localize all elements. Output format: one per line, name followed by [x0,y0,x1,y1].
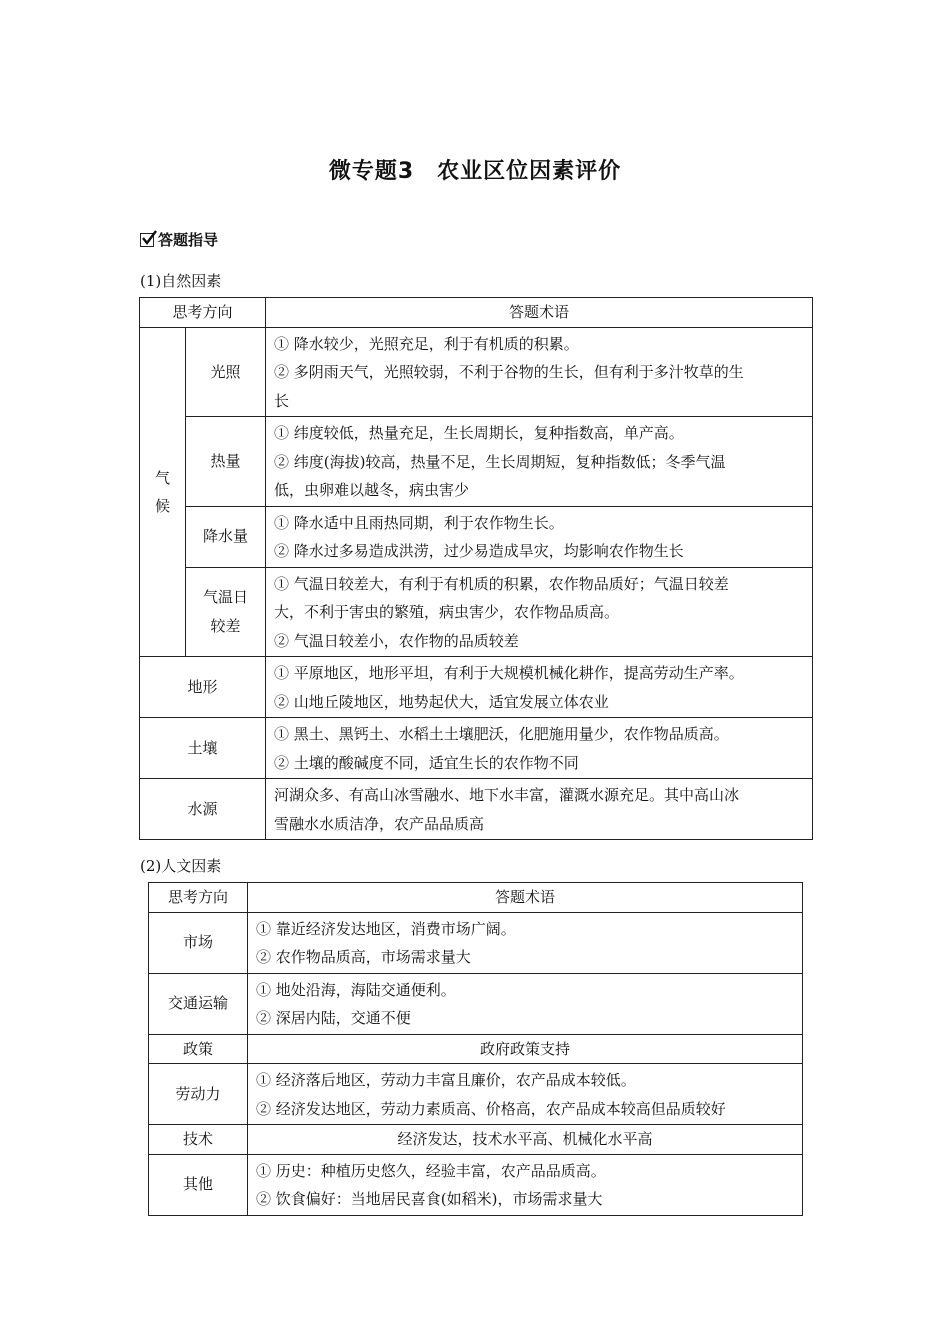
table-row [140,779,813,840]
other-label: 其他 [149,1154,248,1215]
light-terms: ① 降水较少，光照充足，利于有机质的积累。 ② 多阴雨天气，光照较弱，不利于谷物的生长，但有利于多汁牧草的生 长 [266,327,813,417]
table-row [140,506,813,567]
header-direction: 思考方向 [140,298,266,328]
header-terms: 答题术语 [248,883,803,913]
policy-label: 政策 [149,1034,248,1064]
table-row [140,718,813,779]
natural-factors-heading: (1)自然因素 [140,272,222,290]
natural-factors-table [139,297,813,840]
light-label: 光照 [186,327,266,417]
page-title: 微专题3 农业区位因素评价 [328,159,622,184]
answer-guide-label: 答题指导 [158,231,219,249]
header-terms: 答题术语 [266,298,813,328]
table-row [140,567,813,657]
climate-label: 气 候 [140,327,186,657]
human-factors-table [148,882,803,1216]
heat-terms: ① 纬度较低，热量充足，生长周期长，复种指数高，单产高。 ② 纬度(海拔)较高，热量不足，生长周期短，复种指数低；冬季气温 低，虫卵难以越冬，病虫害少 [266,417,813,507]
table-row [149,1064,803,1125]
technology-terms: 经济发达，技术水平高、机械化水平高 [248,1125,803,1155]
rainfall-terms: ① 降水适中且雨热同期，利于农作物生长。 ② 降水过多易造成洪涝，过少易造成旱灾，均影响农作物生长 [266,506,813,567]
table-row [149,1034,803,1064]
table-row [140,657,813,718]
human-factors-heading: (2)人文因素 [140,857,222,875]
water-label: 水源 [140,779,266,840]
market-label: 市场 [149,912,248,973]
table-row [149,973,803,1034]
water-terms: 河湖众多、有高山冰雪融水、地下水丰富，灌溉水源充足。其中高山冰 雪融水水质洁净，农产品品质高 [266,779,813,840]
transport-terms: ① 地处沿海，海陆交通便利。 ② 深居内陆，交通不便 [248,973,803,1034]
rainfall-label: 降水量 [186,506,266,567]
other-terms: ① 历史：种植历史悠久，经验丰富，农产品品质高。 ② 饮食偏好：当地居民喜食(如稻米)，市场需求量大 [248,1154,803,1215]
table-row [149,1154,803,1215]
technology-label: 技术 [149,1125,248,1155]
answer-guide-heading [140,229,218,250]
header-direction: 思考方向 [149,883,248,913]
checkbox-icon [140,233,154,247]
market-terms: ① 靠近经济发达地区，消费市场广阔。 ② 农作物品质高，市场需求量大 [248,912,803,973]
soil-terms: ① 黑土、黑钙土、水稻土土壤肥沃，化肥施用量少，农作物品质高。 ② 土壤的酸碱度不同，适宜生长的农作物不同 [266,718,813,779]
table-row [140,417,813,507]
labor-label: 劳动力 [149,1064,248,1125]
heat-label: 热量 [186,417,266,507]
diurnal-range-label: 气温日 较差 [186,567,266,657]
terrain-label: 地形 [140,657,266,718]
terrain-terms: ① 平原地区，地形平坦，有利于大规模机械化耕作，提高劳动生产率。 ② 山地丘陵地区，地势起伏大，适宜发展立体农业 [266,657,813,718]
table-row [140,327,813,417]
policy-terms: 政府政策支持 [248,1034,803,1064]
transport-label: 交通运输 [149,973,248,1034]
diurnal-range-terms: ① 气温日较差大，有利于有机质的积累，农作物品质好；气温日较差 大，不利于害虫的繁殖，病虫害少，农作物品质高。 ② 气温日较差小，农作物的品质较差 [266,567,813,657]
table-header-row [140,298,813,328]
table-row [149,1125,803,1155]
table-row [149,912,803,973]
table-header-row [149,883,803,913]
labor-terms: ① 经济落后地区，劳动力丰富且廉价，农产品成本较低。 ② 经济发达地区，劳动力素质高、价格高，农产品成本较高但品质较好 [248,1064,803,1125]
soil-label: 土壤 [140,718,266,779]
